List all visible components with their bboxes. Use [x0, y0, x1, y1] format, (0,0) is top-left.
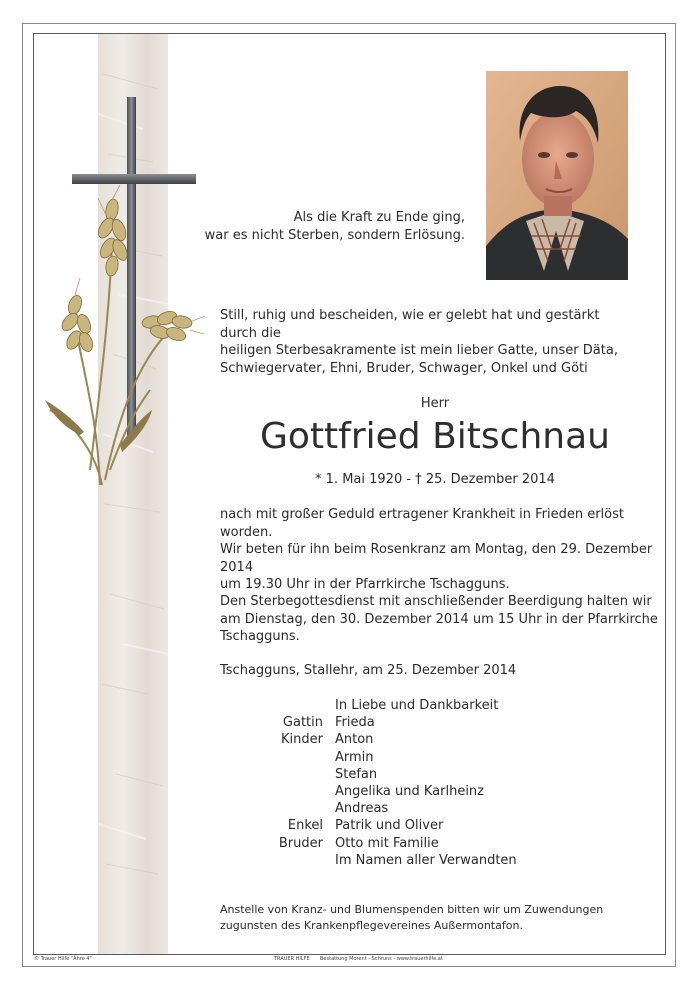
deceased-name: Gottfried Bitschnau: [260, 416, 610, 457]
quote-line: war es nicht Sterben, sondern Erlösung.: [204, 227, 465, 243]
mourner-role: [220, 766, 335, 783]
mourner-row: [220, 783, 517, 800]
mourner-row: [220, 817, 517, 834]
place-and-date: Tschagguns, Stallehr, am 25. Dezember 2014: [220, 663, 517, 678]
honorific: Herr: [420, 396, 450, 411]
mourner-row: [220, 714, 517, 731]
mourner-role: [220, 852, 335, 869]
donation-line: Anstelle von Kranz- und Blumenspenden bitten wir um Zuwendungen: [220, 903, 604, 916]
mourner-row: [220, 731, 517, 748]
paragraph-line: um 19.30 Uhr in der Pfarrkirche Tschagguns.: [220, 577, 510, 592]
cross-with-wheat-icon: [40, 90, 205, 500]
intro-text: [220, 307, 640, 377]
mourner-names: Otto mit Familie: [335, 835, 439, 851]
funeral-home-note: Bestattung Morent - Schruns - www.trauerhilfe.at: [320, 956, 443, 962]
intro-line: heiligen Sterbesakramente ist mein lieber Gatte, unser Däta,: [220, 343, 618, 358]
mourner-names: In Liebe und Dankbarkeit: [335, 698, 499, 713]
mourner-names: Anton: [335, 732, 374, 748]
paragraph-line: am Dienstag, den 30. Dezember 2014 um 15 Uhr in der Pfarrkirche: [220, 611, 658, 627]
mourner-role: Bruder: [278, 835, 323, 851]
publisher-name: TRAUER HILFE: [274, 956, 310, 962]
mourner-role: [220, 749, 335, 766]
mourner-names: Armin: [335, 749, 374, 765]
paragraph-funeral: [220, 593, 660, 646]
mourner-role: Kinder: [281, 732, 323, 748]
paragraph-line: Tschagguns.: [220, 629, 300, 644]
mourner-row: [220, 766, 517, 783]
paragraph-line: Den Sterbegottesdienst mit anschließender Beerdigung halten wir: [220, 594, 652, 609]
paragraph-passing: nach mit großer Geduld ertragener Krankheit in Frieden erlöst worden.: [220, 507, 624, 540]
mourner-role: Gattin: [282, 715, 323, 731]
quote-line: Als die Kraft zu Ende ging,: [293, 210, 465, 225]
mourners-list: [220, 697, 517, 869]
portrait-photo: [486, 71, 628, 280]
paragraph-rosary: [220, 541, 660, 594]
mourner-row: [220, 697, 517, 714]
mourner-row: [220, 835, 517, 852]
mourner-names: Im Namen aller Verwandten: [335, 852, 517, 868]
intro-line: Schwiegervater, Ehni, Bruder, Schwager, Onkel und Göti: [220, 360, 588, 376]
mourner-role: [220, 697, 335, 714]
copyright-note: © Trauer Hilfe "Ähre 4": [34, 956, 92, 962]
mourner-names: Frieda: [335, 715, 375, 731]
memorial-quote: [205, 209, 465, 244]
paragraph-line: Wir beten für ihn beim Rosenkranz am Montag, den 29. Dezember 2014: [220, 542, 653, 575]
mourner-row: [220, 852, 517, 869]
mourner-row: [220, 800, 517, 817]
life-dates: * 1. Mai 1920 - † 25. Dezember 2014: [315, 472, 555, 487]
mourner-row: [220, 749, 517, 766]
mourner-names: Stefan: [335, 766, 378, 782]
mourner-role: [220, 800, 335, 817]
mourner-role: [220, 783, 335, 800]
donation-line: zugunsten des Krankenpflegevereines Außermontafon.: [220, 918, 523, 932]
mourner-names: Andreas: [335, 801, 389, 817]
mourner-names: Angelika und Karlheinz: [335, 783, 484, 799]
donation-note: [220, 902, 660, 933]
mourner-role: Enkel: [287, 818, 323, 834]
mourner-names: Patrik und Oliver: [335, 818, 444, 834]
intro-line: Still, ruhig und bescheiden, wie er gelebt hat und gestärkt durch die: [220, 308, 600, 341]
